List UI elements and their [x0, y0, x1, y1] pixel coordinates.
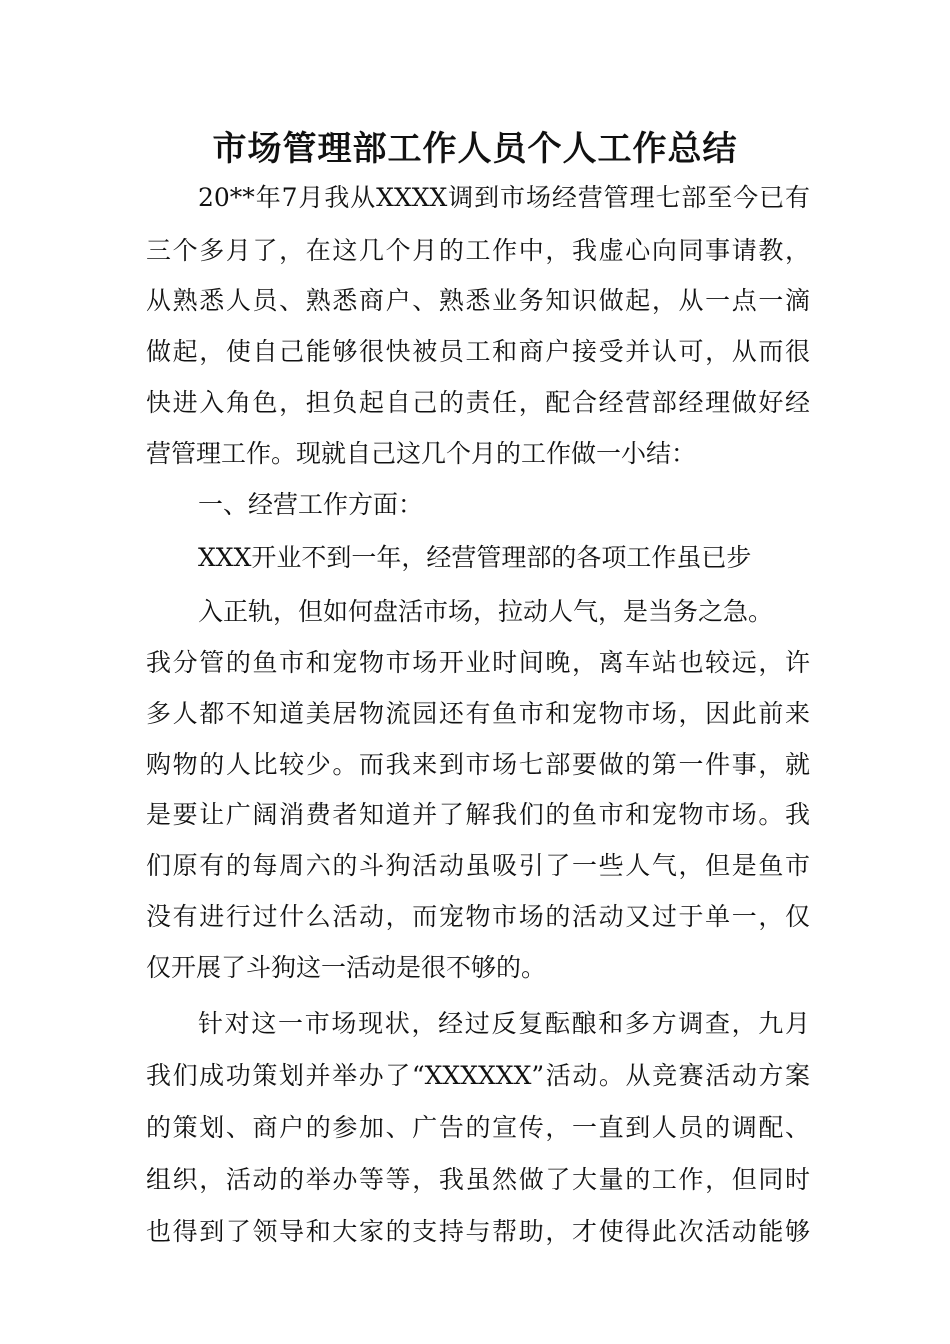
paragraph-line: 我们成功策划并举办了“XXXXXX”活动。从竞赛活动方案 [146, 1061, 810, 1090]
paragraph-line: 仅开展了斗狗这一活动是很不够的。 [146, 953, 547, 982]
paragraph-line: 20**年7月我从XXXX调到市场经营管理七部至今已有 [198, 183, 810, 212]
paragraph-line: 也得到了领导和大家的支持与帮助，才使得此次活动能够 [146, 1217, 810, 1246]
paragraph-line: 组织，活动的举办等等，我虽然做了大量的工作，但同时 [146, 1165, 810, 1194]
paragraph-line: 们原有的每周六的斗狗活动虽吸引了一些人气，但是鱼市 [146, 851, 810, 880]
paragraph-line: 做起，使自己能够很快被员工和商户接受并认可，从而很 [146, 337, 810, 366]
paragraph-line: 三个多月了，在这几个月的工作中，我虚心向同事请教， [146, 236, 810, 265]
paragraph-line: 是要让广阔消费者知道并了解我们的鱼市和宠物市场。我 [146, 800, 810, 829]
paragraph-line: 我分管的鱼市和宠物市场开业时间晚，离车站也较远，许 [146, 648, 810, 677]
paragraph-line: 针对这一市场现状，经过反复酝酿和多方调查，九月 [198, 1009, 810, 1038]
paragraph-line: 的策划、商户的参加、广告的宣传，一直到人员的调配、 [146, 1113, 810, 1142]
paragraph-line: 多人都不知道美居物流园还有鱼市和宠物市场，因此前来 [146, 699, 810, 728]
paragraph-line: 快进入角色，担负起自己的责任，配合经营部经理做好经 [146, 388, 810, 417]
paragraph-line: 入正轨，但如何盘活市场，拉动人气，是当务之急。 [198, 597, 774, 626]
paragraph-line: 从熟悉人员、熟悉商户、熟悉业务知识做起，从一点一滴 [146, 286, 810, 315]
paragraph-line: 购物的人比较少。而我来到市场七部要做的第一件事，就 [146, 750, 810, 779]
paragraph-line: 没有进行过什么活动，而宠物市场的活动又过于单一，仅 [146, 902, 810, 931]
document-title: 市场管理部工作人员个人工作总结 [212, 129, 738, 169]
paragraph-line: 营管理工作。现就自己这几个月的工作做一小结： [146, 439, 697, 468]
section-heading: 一、经营工作方面： [198, 490, 424, 519]
paragraph-line: XXX开业不到一年，经营管理部的各项工作虽已步 [198, 543, 752, 572]
